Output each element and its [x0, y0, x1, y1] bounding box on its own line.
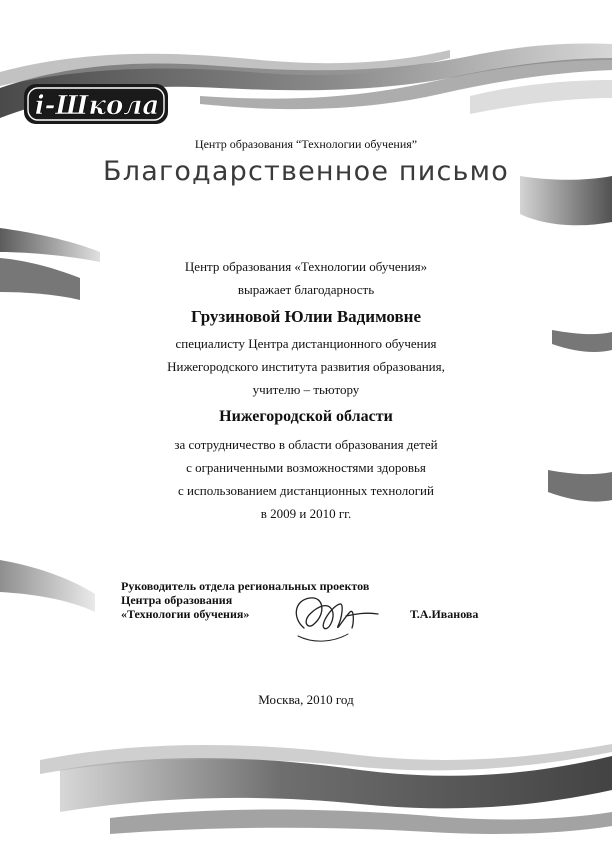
right-band-thin	[552, 330, 612, 352]
body-line: выражает благодарность	[237, 282, 375, 297]
body-line: специалисту Центра дистанционного обучения	[175, 336, 437, 351]
signatory-name: Т.А.Иванова	[410, 607, 479, 621]
body-line: в 2009 и 2010 гг.	[260, 506, 352, 521]
body-line: учителю – тьютору	[252, 382, 360, 397]
body-line: за сотрудничество в области образования детей	[174, 437, 438, 452]
logo-text: i-Школа	[34, 91, 160, 121]
body-line: с ограниченными возможностями здоровья	[186, 460, 426, 475]
signatory-title-line: Центра образования	[121, 593, 233, 607]
signatory-title-line: Руководитель отдела региональных проектов	[121, 579, 370, 593]
handwritten-signature	[284, 588, 380, 648]
right-band-low	[548, 470, 612, 502]
document-title: Благодарственное письмо	[103, 156, 509, 187]
bottom-wave-band	[110, 810, 612, 835]
region-name: Нижегородской области	[219, 408, 393, 425]
body-line: с использованием дистанционных технологий	[178, 483, 434, 498]
header-organization: Центр образования “Технологии обучения”	[194, 137, 418, 151]
place-and-date: Москва, 2010 год	[258, 692, 354, 707]
signatory-title-line: «Технологии обучения»	[121, 607, 250, 621]
letter-body	[60, 255, 552, 525]
recipient-name: Грузиновой Юлии Вадимовне	[190, 307, 422, 326]
i-school-logo	[22, 80, 172, 128]
body-line: Нижегородского института развития образования,	[167, 359, 445, 374]
left-band-3	[0, 560, 95, 612]
body-line: Центр образования «Технологии обучения»	[184, 259, 428, 274]
top-right-gray	[470, 80, 612, 114]
